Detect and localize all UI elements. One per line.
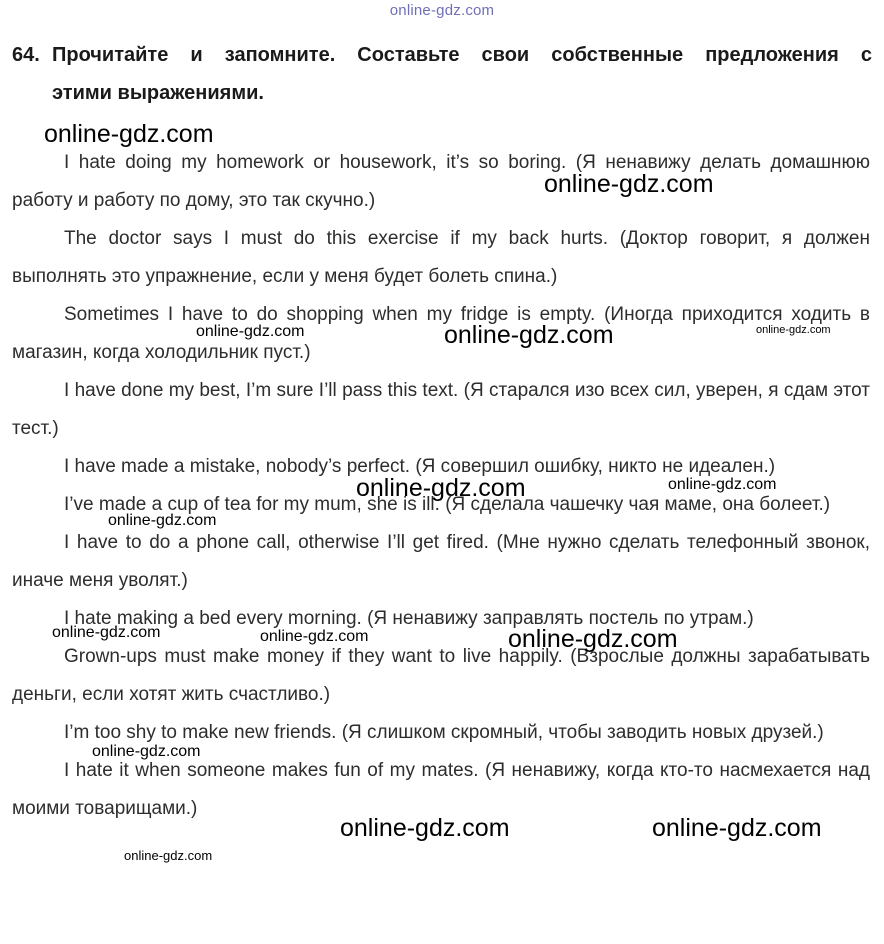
exercise-text [12, 144, 870, 828]
example-sentence-9: Grown-ups must make money if they want to live happily. (Взрослые должны зарабатывать деньги, если хотят жить счастливо.) [12, 646, 870, 705]
watermark: online-gdz.com [44, 120, 214, 148]
example-sentence-8: I hate making a bed every morning. (Я ненавижу заправлять постель по утрам.) [64, 608, 754, 629]
example-sentence-1: I hate doing my homework or housework, it’s so boring. (Я ненавижу делать домашнюю работу и работу по дому, это так скучно.) [12, 152, 870, 211]
task-title-text-1: Прочитайте и запомните. Составьте свои собственные предложения с [52, 44, 872, 66]
example-sentence-2: The doctor says I must do this exercise if my back hurts. (Доктор говорит, я должен выполнять это упражнение, если у меня будет болеть спина.) [12, 228, 870, 287]
watermark: online-gdz.com [260, 628, 369, 645]
example-sentence-7: I have to do a phone call, otherwise I’ll get fired. (Мне нужно сделать телефонный звонок, иначе меня уволят.) [12, 532, 870, 591]
example-sentence-11: I hate it when someone makes fun of my mates. (Я ненавижу, когда кто-то насмехается над моими товарищами.) [12, 760, 870, 819]
watermark: online-gdz.com [196, 323, 305, 340]
watermark: online-gdz.com [668, 476, 777, 493]
example-sentence-5: I have made a mistake, nobody’s perfect. (Я совершил ошибку, никто не идеален.) [64, 456, 776, 477]
watermark: online-gdz.com [508, 625, 678, 653]
watermark: online-gdz.com [756, 324, 831, 336]
watermark: online-gdz.com [52, 624, 161, 641]
example-sentence-3: Sometimes I have to do shopping when my fridge is empty. (Иногда приходится ходить в магазин, когда холодильник пуст.) [12, 304, 870, 363]
watermark: online-gdz.com [444, 321, 614, 349]
watermark: online-gdz.com [340, 814, 510, 842]
site-header-watermark: online-gdz.com [389, 2, 495, 19]
watermark: online-gdz.com [124, 848, 213, 863]
example-sentence-6: I’ve made a cup of tea for my mum, she is ill. (Я сделала чашечку чая маме, она болеет.) [64, 494, 831, 515]
example-sentence-10: I’m too shy to make new friends. (Я слишком скромный, чтобы заводить новых друзей.) [64, 722, 824, 743]
task-title-line-1 [12, 36, 872, 74]
watermark: online-gdz.com [544, 170, 714, 198]
watermark: online-gdz.com [652, 814, 822, 842]
task-title-line-2: этими выражениями. [52, 82, 264, 104]
example-sentence-4: I have done my best, I’m sure I’ll pass this text. (Я старался изо всех сил, уверен, я сдам этот тест.) [12, 380, 870, 439]
watermark: online-gdz.com [356, 474, 526, 502]
watermark: online-gdz.com [92, 743, 201, 760]
task-number: 64. [12, 44, 40, 66]
task-title [12, 36, 872, 112]
watermark: online-gdz.com [108, 512, 217, 529]
